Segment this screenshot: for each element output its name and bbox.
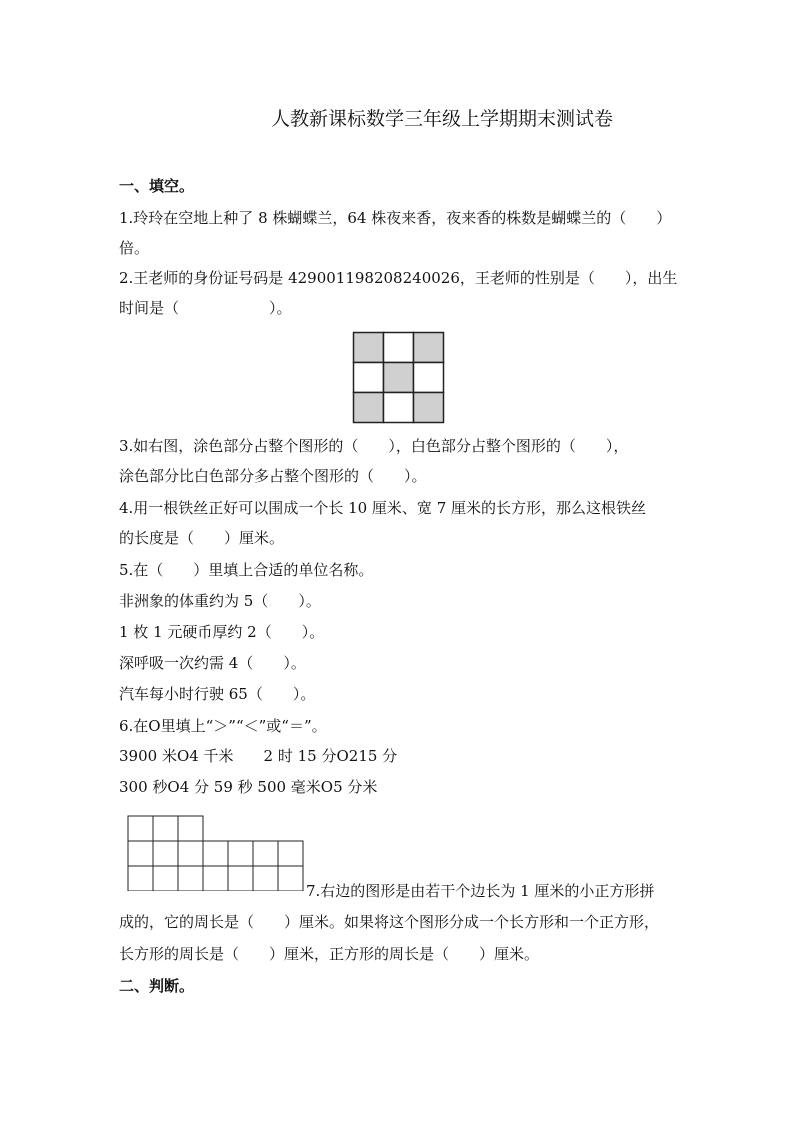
question-4-line-2: 的长度是（ ）厘米。: [119, 529, 285, 547]
shaded-cell: [414, 333, 444, 363]
question-7-line-3: 长方形的周长是（ ）厘米，正方形的周长是（ ）厘米。: [119, 945, 540, 963]
question-7-line-2: 成的，它的周长是（ ）厘米。如果将这个图形分成一个长方形和一个正方形，: [119, 913, 660, 931]
unit-square-cell: [178, 841, 203, 866]
unit-square-cell: [178, 866, 203, 891]
question-1-line-2: 倍。: [119, 239, 150, 257]
question-3-line-1: 3.如右图，涂色部分占整个图形的（ ），白色部分占整个图形的（ ），: [119, 437, 629, 455]
unit-square-cell: [203, 866, 228, 891]
step-grid-figure: [127, 815, 307, 891]
unit-square-cell: [128, 816, 153, 841]
question-6-row-1: 3900 米O4 千米 2 时 15 分O215 分: [119, 747, 398, 765]
unit-square-cell: [203, 841, 228, 866]
shaded-cell: [384, 363, 414, 393]
unit-square-cell: [278, 866, 303, 891]
question-1-line-1: 1.玲玲在空地上种了 8 株蝴蝶兰，64 株夜来香，夜来香的株数是蝴蝶兰的（ ）: [119, 209, 672, 227]
question-2-line-2: 时间是（ ）。: [119, 299, 292, 317]
section-heading-fill-in: 一、填空。: [119, 177, 195, 195]
white-cell: [414, 363, 444, 393]
unit-square-cell: [178, 816, 203, 841]
question-6-row-2: 300 秒O4 分 59 秒 500 毫米O5 分米: [119, 778, 378, 796]
question-5-item-1: 非洲象的体重约为 5（ ）。: [119, 592, 321, 610]
unit-square-cell: [278, 841, 303, 866]
unit-square-cell: [153, 841, 178, 866]
unit-square-cell: [153, 816, 178, 841]
question-2-line-1: 2.王老师的身份证号码是 429001198208240026，王老师的性别是（ ），出生: [119, 269, 678, 287]
question-3-line-2: 涂色部分比白色部分多占整个图形的（ ）。: [119, 467, 427, 485]
unit-square-cell: [128, 841, 153, 866]
question-5-item-4: 汽车每小时行驶 65（ ）。: [119, 685, 316, 703]
shaded-grid-figure: [352, 331, 446, 425]
unit-square-cell: [253, 841, 278, 866]
question-5-intro: 5.在（ ）里填上合适的单位名称。: [119, 561, 374, 579]
section-heading-judge: 二、判断。: [119, 977, 195, 995]
question-7-line-1: 7.右边的图形是由若干个边长为 1 厘米的小正方形拼: [306, 882, 655, 900]
shaded-cell: [414, 393, 444, 423]
unit-square-cell: [153, 866, 178, 891]
page-title: 人教新课标数学三年级上学期期末测试卷: [270, 108, 613, 130]
white-cell: [384, 393, 414, 423]
white-cell: [354, 363, 384, 393]
question-5-item-3: 深呼吸一次约需 4（ ）。: [119, 654, 306, 672]
unit-square-cell: [228, 841, 253, 866]
shaded-cell: [354, 333, 384, 363]
question-4-line-1: 4.用一根铁丝正好可以围成一个长 10 厘米、宽 7 厘米的长方形，那么这根铁丝: [119, 499, 647, 517]
question-6-intro: 6.在O里填上“＞”“＜”或“＝”。: [119, 717, 327, 735]
unit-square-cell: [228, 866, 253, 891]
unit-square-cell: [253, 866, 278, 891]
white-cell: [384, 333, 414, 363]
unit-square-cell: [128, 866, 153, 891]
shaded-cell: [354, 393, 384, 423]
question-5-item-2: 1 枚 1 元硬币厚约 2（ ）。: [119, 623, 325, 641]
